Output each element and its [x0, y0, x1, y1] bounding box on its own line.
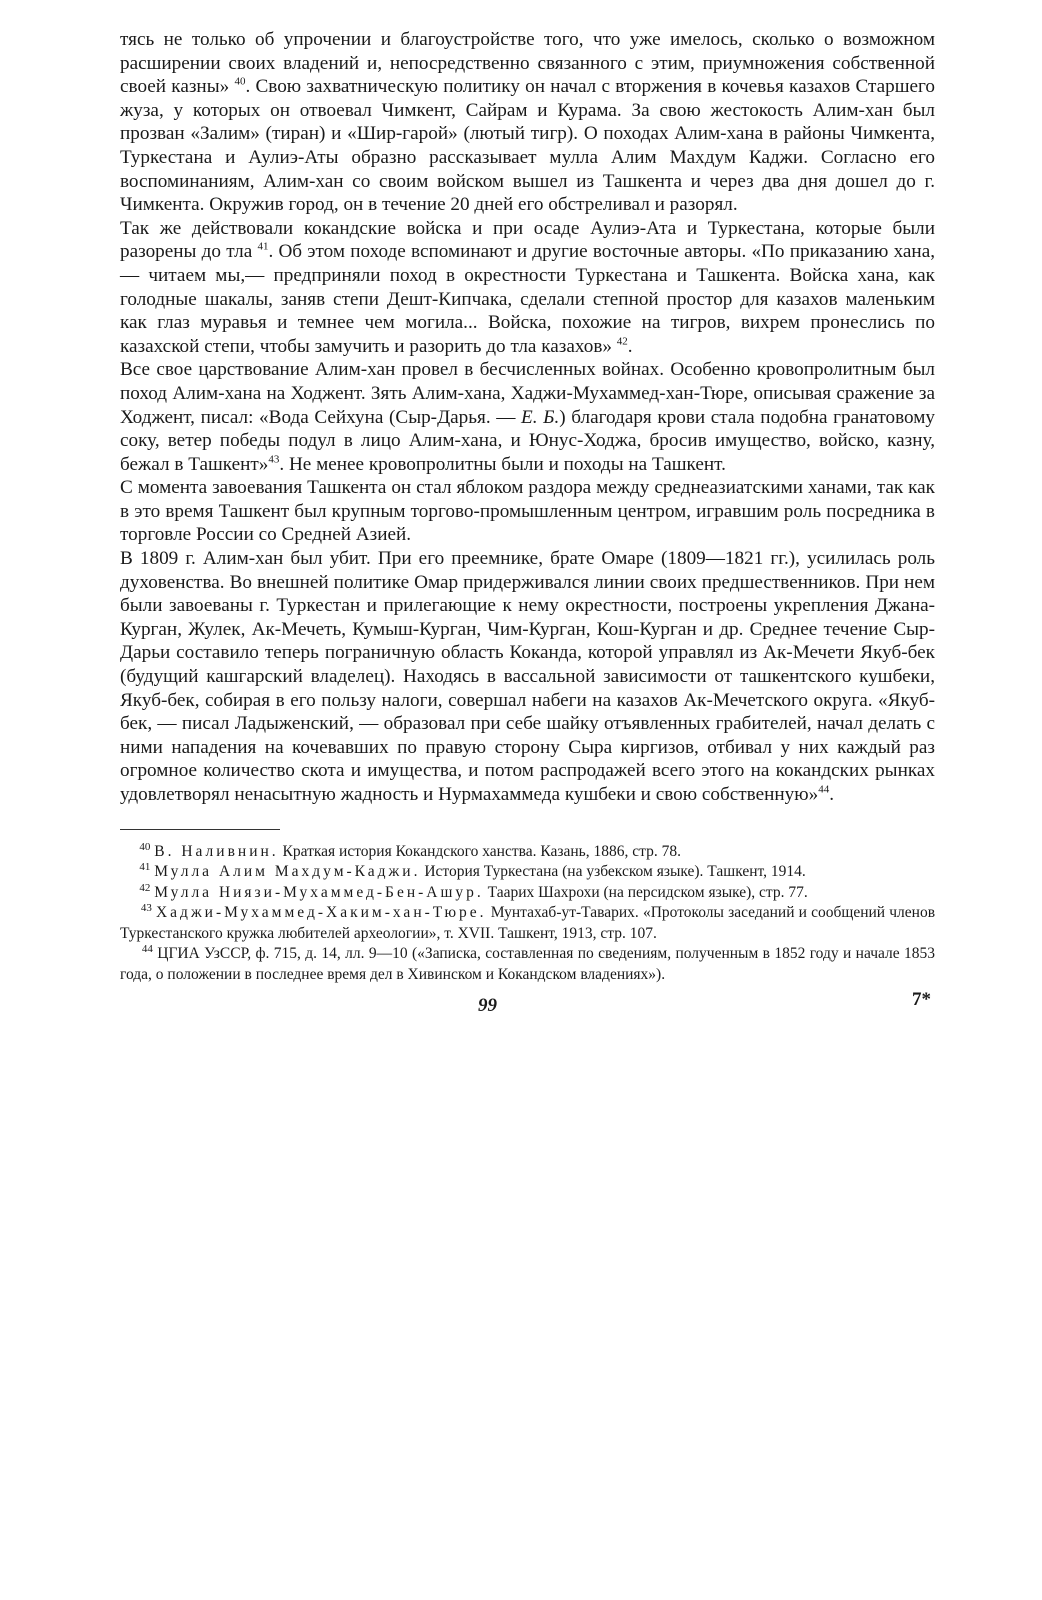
footnote-43: $^{43}$ Хаджи-Мухаммед-Хаким-хан-Тюре. Мунтахаб-ут-Таварих. «Протоколы заседаний и сообщений членов Туркестанского кружка любителей археологии», т. XVII. Ташкент, 1913, стр. 107.: [120, 901, 936, 942]
footnote-ref-40: 40: [234, 75, 246, 88]
footnote-ref-42: 42: [616, 335, 628, 348]
footnote-divider: [120, 829, 280, 830]
page-footer: [120, 989, 935, 1035]
main-text: [120, 28, 935, 807]
footnote-42: $^{42}$ Мулла Ниязи-Мухаммед-Бен-Ашур. Таарих Шахрохи (на персидском языке), стр. 77.: [139, 881, 808, 901]
signature-mark: 7*: [912, 989, 931, 1011]
footnote-ref-41: 41: [257, 240, 269, 253]
footnotes: [120, 842, 935, 986]
editor-initials: Е. Б.: [521, 406, 560, 428]
paragraph-2: Так же действовали кокандские войска и при осаде Аулиэ-Ата и Туркестана, которые были разорены до тла $^{41}$. Об этом походе вспоминают и другие восточные авторы. «По приказанию хана, — читаем мы,— предприняли поход в окрестности Туркестана и Ташкента. Войска хана, как голодные шакалы, заняв степи Дешт-Кипчака, сделали степной простор для казахов маленьким как глаз муравья и темнее чем могила... Войска, похожие на тигров, вихрем пронеслись по казахской степи, чтобы замучить и разорить до тла казахов» $^{42}$.: [120, 217, 936, 357]
footnote-40: $^{40}$ В. Наливнин. Краткая история Кокандского ханства. Казань, 1886, стр. 78.: [139, 840, 681, 860]
paragraph-1: тясь не только об упрочении и благоустройстве того, что уже имелось, сколько о возможном расширении своих владений и, непосредственно связанного с этим, приумножения собственной своей казны» $^{40}$. Свою захватническую политику он начал с вторжения в кочевья казахов Старшего жуза, у которых он отвоевал Чимкент, Сайрам и Курама. За свою жестокость Алим-хан был прозван «Залим» (тиран) и «Шир-гарой» (лютый тигр). О походах Алим-хана в районы Чимкента, Туркестана и Аулиэ-Аты образно рассказывает мулла Алим Махдум Каджи. Согласно его воспоминаниям, Алим-хан со своим войском вышел из Ташкента и через два дня дошел до г. Чимкента. Окружив город, он в течение 20 дней его обстреливал и разорял.: [120, 29, 935, 216]
paragraph-4: С момента завоевания Ташкента он стал яблоком раздора между среднеазиатскими ханами, так как в это время Ташкент был крупным торгово-промышленным центром, игравшим роль посредника в торговле России со Средней Азией.: [120, 477, 935, 546]
book-page: [120, 28, 935, 1035]
footnote-44: $^{44}$ ЦГИА УзССР, ф. 715, д. 14, лл. 9—10 («Записка, составленная по сведениям, полученным в 1852 году и начале 1853 года, о положении в последнее время дел в Хивинском и Кокандском владениях»).: [120, 942, 936, 983]
page-number: 99: [478, 995, 497, 1017]
footnote-ref-43: 43: [268, 453, 280, 466]
paragraph-5: В 1809 г. Алим-хан был убит. При его преемнике, брате Омаре (1809—1821 гг.), усилилась роль духовенства. Во внешней политике Омар придерживался линии своих предшественников. При нем были завоеваны г. Туркестан и прилегающие к нему окрестности, построены укрепления Джана-Курган, Жулек, Ак-Мечеть, Кумыш-Курган, Чим-Курган, Кош-Курган и др. Среднее течение Сыр-Дарьи составило теперь пограничную область Коканда, которой управлял из Ак-Мечети Якуб-бек (будущий кашгарский владелец). Находясь в вассальной зависимости от ташкентского кушбеки, Якуб-бек, собирая в его пользу налоги, совершал набеги на казахов Ак-Мечетского округа. «Якуб-бек, — писал Ладыженский, — образовал при себе шайку отъявленных грабителей, начал делать с ними нападения на кочевавших по правую сторону Сыра киргизов, отбивал у них каждый раз огромное количество скота и имущества, и потом распродажей всего этого на кокандских рынках удовлетворял ненасытную жадность и Нурмахаммеда кушбеки и свою собственную»$^{44}$.: [120, 548, 935, 805]
paragraph-3: Все свое царствование Алим-хан провел в бесчисленных войнах. Особенно кровопролитным был поход Алим-хана на Ходжент. Зять Алим-хана, Хаджи-Мухаммед-хан-Тюре, описывая сражение за Ходжент, писал: «Вода Сейхуна (Сыр-Дарья. — Е. Б.) благодаря крови стала подобна гранатовому соку, ветер победы подул в лицо Алим-хана, и Юнус-Ходжа, бросив имущество, войско, казну, бежал в Ташкент»$^{43}$. Не менее кровопролитны были и походы на Ташкент.: [120, 359, 935, 475]
footnote-41: $^{41}$ Мулла Алим Махдум-Каджи. История Туркестана (на узбекском языке). Ташкент, 1914.: [139, 860, 806, 881]
footnote-ref-44: 44: [818, 783, 830, 796]
